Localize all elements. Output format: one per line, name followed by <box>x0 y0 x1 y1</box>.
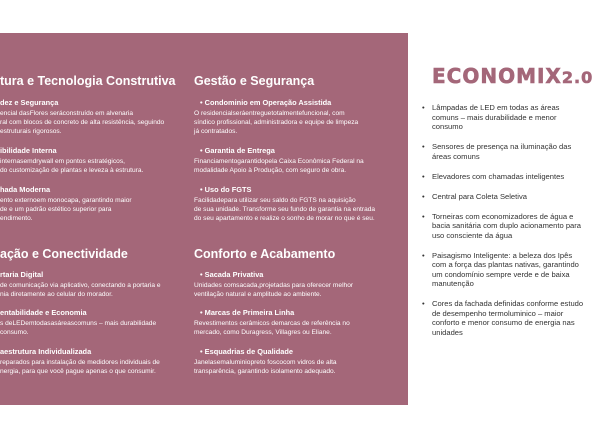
item-description: Revestimentos cerâmicos demarcas de referência no mercado, como Duragress, Villagres ou Eliane. <box>194 320 350 336</box>
item-description: Unidades comsacada,projetadas para oferecer melhor ventilação natural e amplitude ao ambiente. <box>194 282 354 298</box>
list-item <box>194 146 406 175</box>
item-title: • Esquadrias de Qualidade <box>200 347 293 356</box>
feature-item: • Central para Coleta Seletiva <box>422 191 527 201</box>
item-title: • Garantia de Entrega <box>200 146 275 155</box>
list-item <box>0 185 220 223</box>
list-item <box>194 270 406 299</box>
list-item <box>0 270 220 299</box>
list-item <box>194 308 406 337</box>
item-description: Facilidadepara utilizar seu saldo do FGTS na aquisição de sua unidade. Transforme seu fundo de garantia na entrada do seu apartamento e realize o sonho de morar no que é seu. <box>194 197 376 222</box>
item-description: Janelasemaluminiopreto foscocom vidros de alta transparência, garantindo isolamento adequado. <box>194 359 337 375</box>
section-title: Conforto e Acabamento <box>194 247 336 261</box>
item-title: hada Moderna <box>0 185 51 194</box>
item-description: Financiamentogarantidopela Caixa Econômica Federal na modalidade Apoio à Produção, com seguro de obra. <box>194 158 364 174</box>
bullet-icon: • <box>422 191 425 201</box>
presentation-slide <box>0 33 594 405</box>
feature-item: • Paisagismo Inteligente: a beleza dos Ipês com a força das plantas nativas, garantindo um condomínio sempre verde e de baixa manutenção <box>422 250 579 288</box>
sustainability-panel <box>408 33 594 405</box>
feature-item: • Torneiras com economizadores de água e bacia sanitária com duplo acionamento para uso consciente da água <box>422 211 582 240</box>
list-item <box>194 98 406 136</box>
item-description: de comunicação via aplicativo, conectando a portaria e nia diretamente ao celular do morador. <box>0 282 161 298</box>
list-item <box>0 98 220 136</box>
economix-logo: ECONOMIX2.0 <box>432 64 594 88</box>
item-description: O residencialseráentreguetotalmentefuncional, com síndico profissional, administradora e equipe de limpeza já contratados. <box>194 110 359 135</box>
list-item <box>0 308 220 337</box>
bullet-icon: • <box>422 211 425 221</box>
item-description: internasemdrywall em pontos estratégicos, do customização de plantas e leveza à estrutura. <box>0 158 144 174</box>
item-title: rtaria Digital <box>0 270 44 279</box>
list-item <box>194 185 406 223</box>
item-title: dez e Segurança <box>0 98 59 107</box>
section-title: Gestão e Segurança <box>194 74 315 88</box>
item-title: entabilidade e Economia <box>0 308 87 317</box>
item-title: aestrutura Individualizada <box>0 347 92 356</box>
features-panel <box>0 33 408 405</box>
feature-item: • Cores da fachada definidas conforme estudo de desempenho termoluminico – maior conforto e menor consumo de energia nas unidades <box>422 299 584 337</box>
item-description: encial dasFlores seráconstruído em alvenaria ral com blocos de concreto de alta resistência, seguindo estruturais rigorosos. <box>0 110 165 135</box>
feature-list <box>422 103 612 348</box>
item-title: • Uso do FGTS <box>200 185 252 194</box>
feature-item: • Lâmpadas de LED em todas as áreas comuns – mais durabilidade e menor consumo <box>422 103 560 131</box>
bullet-icon: • <box>422 299 425 308</box>
section-title: ação e Conectividade <box>0 247 128 261</box>
bullet-icon: • <box>422 250 425 260</box>
bullet-icon: • <box>422 171 425 181</box>
item-title: • Sacada Privativa <box>200 270 264 279</box>
feature-item: • Elevadores com chamadas inteligentes <box>422 171 565 181</box>
item-description: reparados para instalação de medidores individuais de nergia, para que você pague apenas o que consumir. <box>0 359 160 375</box>
item-title: ibilidade Interna <box>0 146 57 155</box>
feature-item: • Sensores de presença na iluminação das áreas comuns <box>422 142 572 161</box>
list-item <box>0 347 220 376</box>
list-item <box>194 347 406 376</box>
bullet-icon: • <box>422 142 425 151</box>
list-item <box>0 146 220 175</box>
item-description: s deLEDemtodasasáreascomuns – mais durabilidade consumo. <box>0 320 157 336</box>
item-description: ento externoem monocapa, garantindo maior de e um padrão estético superior para endimento. <box>0 197 132 222</box>
item-title: • Marcas de Primeira Linha <box>200 308 295 317</box>
section-title: tura e Tecnologia Construtiva <box>0 74 176 88</box>
bullet-icon: • <box>422 103 425 112</box>
item-title: • Condominio em Operação Assistida <box>200 98 332 107</box>
